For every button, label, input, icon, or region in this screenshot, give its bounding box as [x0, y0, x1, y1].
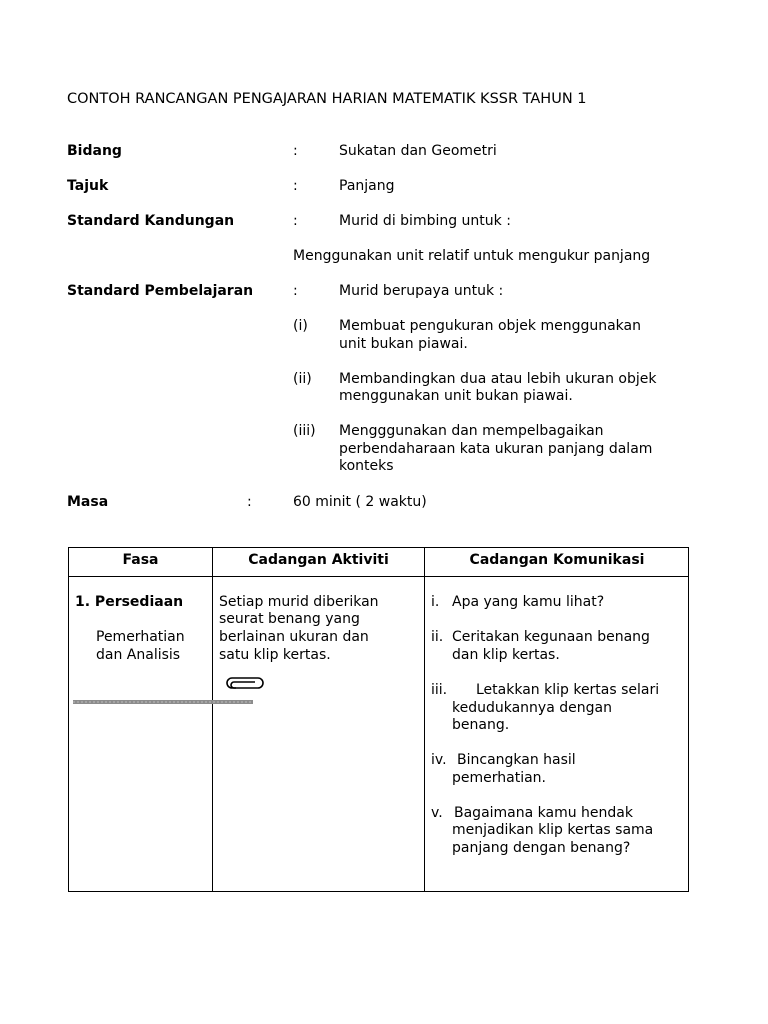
komunikasi-text: dan klip kertas. — [452, 647, 560, 663]
komunikasi-text: benang. — [452, 717, 510, 733]
colon-standard-kandungan: : — [293, 213, 298, 229]
komunikasi-text: Letakkan klip kertas selari — [476, 682, 660, 698]
sp-item-number: (iii) — [293, 423, 316, 439]
sp-item-text: perbendaharaan kata ukuran panjang dalam — [339, 441, 653, 457]
sp-item-text: konteks — [339, 458, 394, 474]
aktiviti-text: satu klip kertas. — [219, 647, 331, 663]
paperclip-icon — [224, 675, 266, 691]
komunikasi-number: v. — [431, 805, 443, 821]
sp-item-text: Membuat pengukuran objek menggunakan — [339, 318, 641, 334]
value-bidang: Sukatan dan Geometri — [339, 143, 497, 159]
colon-standard-pembelajaran: : — [293, 283, 298, 299]
header-cadangan-komunikasi: Cadangan Komunikasi — [469, 552, 645, 568]
document-title: CONTOH RANCANGAN PENGAJARAN HARIAN MATEMATIK KSSR TAHUN 1 — [67, 91, 587, 107]
value-tajuk: Panjang — [339, 178, 395, 194]
sp-item-text: Membandingkan dua atau lebih ukuran objek — [339, 371, 657, 387]
komunikasi-text: Apa yang kamu lihat? — [452, 594, 605, 610]
aktiviti-text: seurat benang yang — [219, 611, 360, 627]
komunikasi-text: Bagaimana kamu hendak — [454, 805, 633, 821]
fasa-subtitle: dan Analisis — [96, 647, 181, 663]
value-standard-pembelajaran: Murid berupaya untuk : — [339, 283, 504, 299]
standard-kandungan-detail: Menggunakan unit relatif untuk mengukur panjang — [293, 248, 651, 264]
sp-item-text: menggunakan unit bukan piawai. — [339, 388, 573, 404]
komunikasi-text: pemerhatian. — [452, 770, 546, 786]
value-standard-kandungan: Murid di bimbing untuk : — [339, 213, 511, 229]
komunikasi-number: ii. — [431, 629, 444, 645]
column-divider — [212, 548, 213, 891]
label-bidang: Bidang — [67, 143, 122, 159]
komunikasi-text: menjadikan klip kertas sama — [452, 822, 654, 838]
label-masa: Masa — [67, 494, 109, 510]
sp-item-number: (i) — [293, 318, 308, 334]
fasa-title: 1. Persediaan — [75, 594, 184, 610]
colon-bidang: : — [293, 143, 298, 159]
colon-masa: : — [247, 494, 252, 510]
header-divider — [69, 576, 688, 577]
komunikasi-number: iii. — [431, 682, 448, 698]
aktiviti-text: berlainan ukuran dan — [219, 629, 369, 645]
komunikasi-text: Bincangkan hasil — [457, 752, 576, 768]
sp-item-number: (ii) — [293, 371, 312, 387]
komunikasi-number: iv. — [431, 752, 447, 768]
lesson-plan-table — [68, 547, 689, 892]
sp-item-text: unit bukan piawai. — [339, 336, 468, 352]
column-divider — [424, 548, 425, 891]
value-masa: 60 minit ( 2 waktu) — [293, 494, 427, 510]
komunikasi-text: kedudukannya dengan — [452, 700, 612, 716]
komunikasi-text: panjang dengan benang? — [452, 840, 631, 856]
thread-illustration — [73, 698, 255, 706]
header-cadangan-aktiviti: Cadangan Aktiviti — [248, 552, 389, 568]
label-standard-kandungan: Standard Kandungan — [67, 213, 235, 229]
header-fasa: Fasa — [122, 552, 159, 568]
label-tajuk: Tajuk — [67, 178, 109, 194]
komunikasi-text: Ceritakan kegunaan benang — [452, 629, 650, 645]
komunikasi-number: i. — [431, 594, 440, 610]
aktiviti-text: Setiap murid diberikan — [219, 594, 379, 610]
label-standard-pembelajaran: Standard Pembelajaran — [67, 283, 254, 299]
fasa-subtitle: Pemerhatian — [96, 629, 185, 645]
sp-item-text: Mengggunakan dan mempelbagaikan — [339, 423, 604, 439]
colon-tajuk: : — [293, 178, 298, 194]
